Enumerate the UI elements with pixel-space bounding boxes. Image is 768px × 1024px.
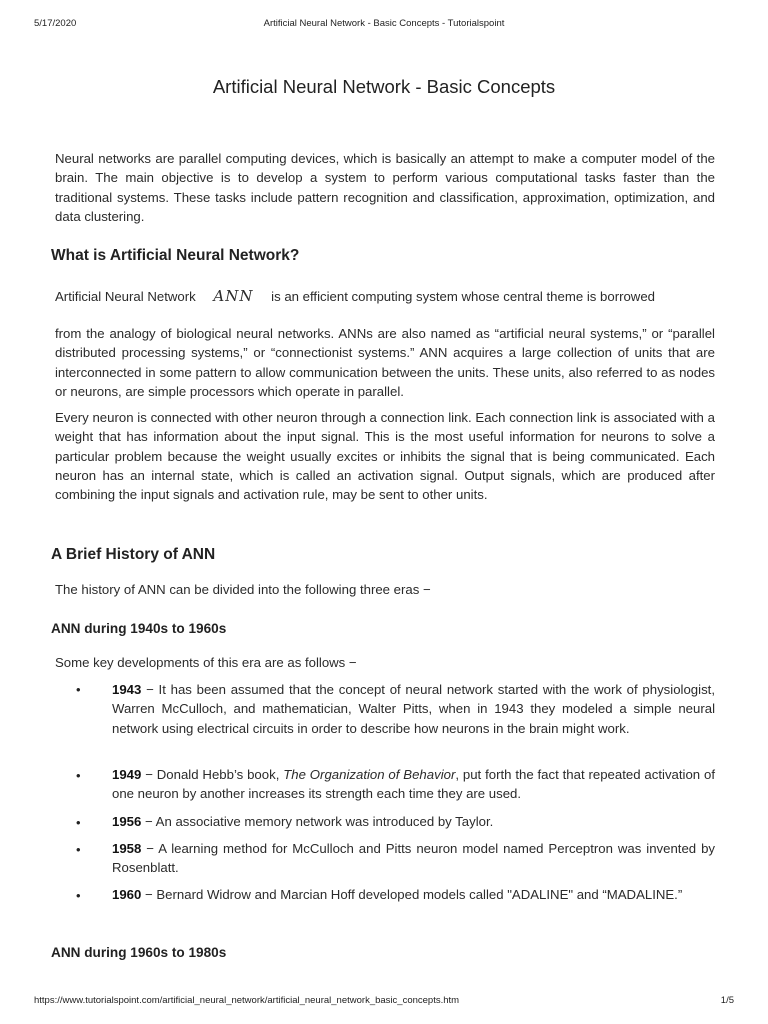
heading-what-is-ann: What is Artificial Neural Network? xyxy=(51,247,300,264)
book-title: The Organization of Behavior xyxy=(283,767,456,782)
list-item xyxy=(112,839,715,878)
bullet-icon: • xyxy=(76,815,81,830)
heading-era-1960-1980: ANN during 1960s to 1980s xyxy=(51,945,227,960)
list-item-year: 1958 xyxy=(112,841,142,856)
era-1940-intro: Some key developments of this era are as follows − xyxy=(55,655,357,670)
bullet-icon: • xyxy=(76,888,81,903)
heading-brief-history: A Brief History of ANN xyxy=(51,546,216,563)
list-item-text: − Donald Hebb’s book, xyxy=(141,767,284,782)
ann-math-symbol: ANN xyxy=(213,287,254,305)
bullet-icon: • xyxy=(76,842,81,857)
what-first-line xyxy=(55,287,715,306)
list-item-text: − A learning method for McCulloch and Pitts neuron model named Perceptron was invented by Rosenblatt. xyxy=(112,841,715,876)
list-item-text: − An associative memory network was introduced by Taylor. xyxy=(141,814,494,829)
list-item-year: 1960 xyxy=(112,887,142,902)
print-date: 5/17/2020 xyxy=(34,18,77,29)
bullet-icon: • xyxy=(76,682,81,697)
what-paragraph-2: Every neuron is connected with other neuron through a connection link. Each connection link is associated with a weight that has information about the input signal. This is the most useful information for neurons to solve a particular problem because the weight usually excites or inhibits the signal that is being communicated. Each neuron has an internal state, which is called an activation signal. Output signals, which are produced after combining the input signals and activation rule, may be sent to other units. xyxy=(55,410,715,503)
heading-era-1940-1960: ANN during 1940s to 1960s xyxy=(51,621,227,636)
list-item-text: , put forth the fact that repeated activation of one neuron by another increases its strength each time they are used. xyxy=(112,767,715,802)
what-paragraph-1: from the analogy of biological neural networks. ANNs are also named as “artificial neural systems,” or “parallel distributed processing systems,” or “connectionist systems.” ANN acquires a large collection of units that are interconnected in some pattern to allow communication between the units. These units, also referred to as nodes or neurons, are simple processors which operate in parallel. xyxy=(55,326,715,399)
list-item-text: − Bernard Widrow and Marcian Hoff developed models called "ADALINE" and “MADALINE.” xyxy=(141,887,683,902)
list-item xyxy=(112,885,715,904)
list-item xyxy=(112,680,715,738)
list-item xyxy=(112,765,715,804)
bullet-icon: • xyxy=(76,768,81,783)
page-title: Artificial Neural Network - Basic Concepts xyxy=(212,76,556,98)
list-item xyxy=(112,812,715,831)
history-intro: The history of ANN can be divided into the following three eras − xyxy=(55,582,431,597)
intro-paragraph: Neural networks are parallel computing devices, which is basically an attempt to make a computer model of the brain. The main objective is to develop a system to perform various computational tasks faster than the traditional systems. These tasks include pattern recognition and classification, approximation, optimization, and data clustering. xyxy=(55,151,715,224)
print-url: https://www.tutorialspoint.com/artificial_neural_network/artificial_neural_network_basic_concepts.htm xyxy=(34,995,460,1006)
list-item-text: − It has been assumed that the concept of neural network started with the work of physiologist, Warren McCulloch, and mathematician, Walter Pitts, when in 1943 they modeled a simple neural network using electrical circuits in order to describe how neurons in the brain might work. xyxy=(112,682,715,736)
list-item-year: 1943 xyxy=(112,682,142,697)
list-item-year: 1949 xyxy=(112,767,142,782)
print-doc-title: Artificial Neural Network - Basic Concepts - Tutorialspoint xyxy=(263,18,505,29)
print-page-number: 1/5 xyxy=(720,995,734,1006)
list-item-year: 1956 xyxy=(112,814,142,829)
first-line-prefix: Artificial Neural Network xyxy=(55,289,196,304)
first-line-suffix: is an efficient computing system whose central theme is borrowed xyxy=(271,289,655,304)
